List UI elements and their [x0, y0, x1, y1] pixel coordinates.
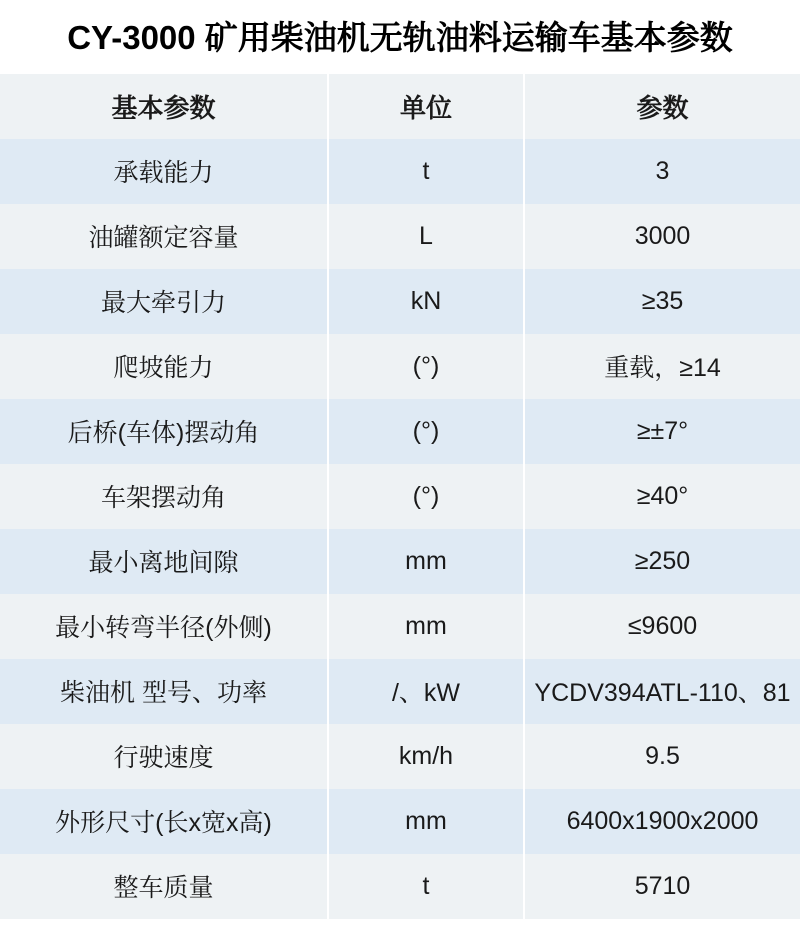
row-parameter-name: 行驶速度 — [0, 724, 328, 789]
row-unit: km/h — [328, 724, 524, 789]
row-value: 重载，≥14 — [524, 334, 800, 399]
column-header-parameter: 基本参数 — [0, 74, 328, 139]
column-header-unit: 单位 — [328, 74, 524, 139]
row-value: 6400x1900x2000 — [524, 789, 800, 854]
row-unit: mm — [328, 789, 524, 854]
table-row — [0, 594, 800, 659]
row-parameter-name: 最小转弯半径(外侧) — [0, 594, 328, 659]
table-row — [0, 399, 800, 464]
row-value: ≥±7° — [524, 399, 800, 464]
row-parameter-name: 最小离地间隙 — [0, 529, 328, 594]
row-value: 3 — [524, 139, 800, 204]
table-row — [0, 464, 800, 529]
row-parameter-name: 爬坡能力 — [0, 334, 328, 399]
row-unit: mm — [328, 529, 524, 594]
row-value: 5710 — [524, 854, 800, 919]
row-unit: (°) — [328, 464, 524, 529]
row-parameter-name: 整车质量 — [0, 854, 328, 919]
table-row — [0, 139, 800, 204]
row-value: ≥40° — [524, 464, 800, 529]
spec-table — [0, 74, 800, 919]
row-value: YCDV394ATL-110、81 — [524, 659, 800, 724]
row-unit: kN — [328, 269, 524, 334]
row-unit: mm — [328, 594, 524, 659]
table-row — [0, 529, 800, 594]
row-unit: L — [328, 204, 524, 269]
row-parameter-name: 油罐额定容量 — [0, 204, 328, 269]
table-row — [0, 724, 800, 789]
row-value: 3000 — [524, 204, 800, 269]
row-parameter-name: 外形尺寸(长x宽x高) — [0, 789, 328, 854]
row-value: ≥250 — [524, 529, 800, 594]
row-value: ≤9600 — [524, 594, 800, 659]
row-parameter-name: 车架摆动角 — [0, 464, 328, 529]
table-row — [0, 334, 800, 399]
table-row — [0, 854, 800, 919]
row-unit: (°) — [328, 399, 524, 464]
row-unit: (°) — [328, 334, 524, 399]
row-unit: t — [328, 854, 524, 919]
page-title: CY-3000 矿用柴油机无轨油料运输车基本参数 — [67, 19, 733, 56]
row-parameter-name: 最大牵引力 — [0, 269, 328, 334]
row-parameter-name: 后桥(车体)摆动角 — [0, 399, 328, 464]
table-row — [0, 269, 800, 334]
column-header-value: 参数 — [524, 74, 800, 139]
row-unit: t — [328, 139, 524, 204]
row-value: 9.5 — [524, 724, 800, 789]
row-unit: /、kW — [328, 659, 524, 724]
row-parameter-name: 柴油机 型号、功率 — [0, 659, 328, 724]
table-row — [0, 204, 800, 269]
table-row — [0, 659, 800, 724]
row-value: ≥35 — [524, 269, 800, 334]
row-parameter-name: 承载能力 — [0, 139, 328, 204]
table-header-row — [0, 74, 800, 139]
table-row — [0, 789, 800, 854]
